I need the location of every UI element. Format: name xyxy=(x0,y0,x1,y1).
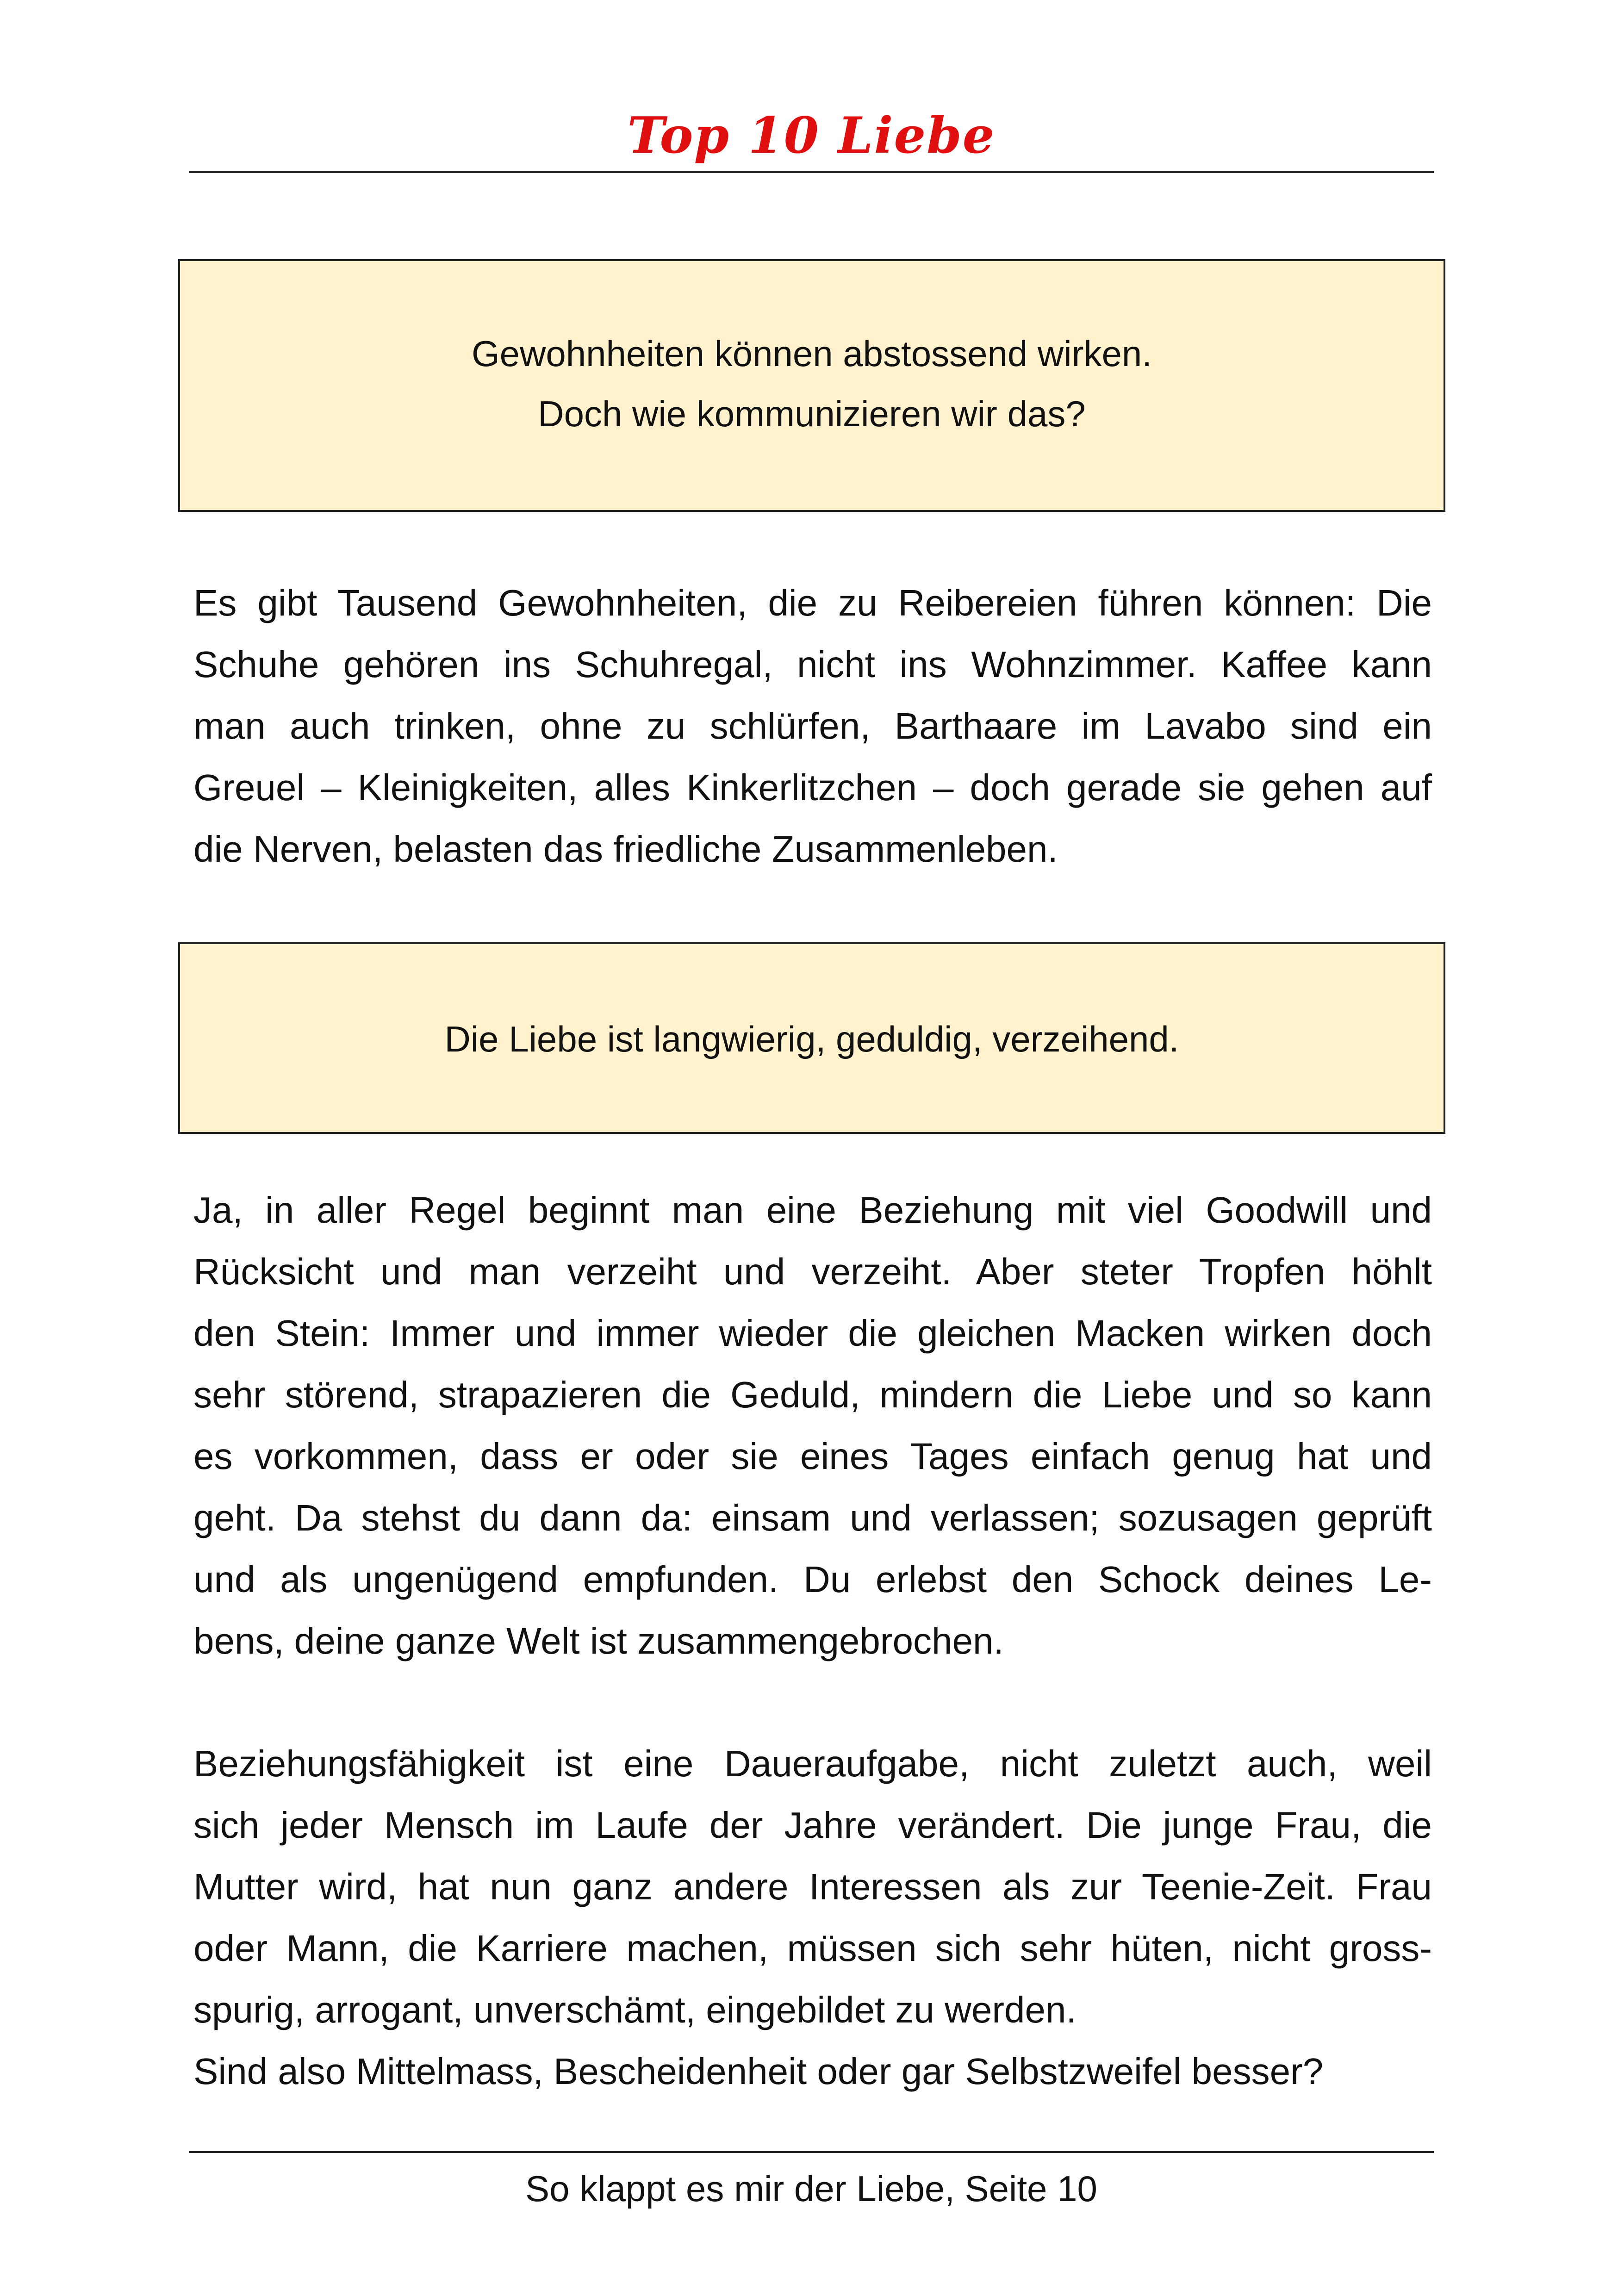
paragraph-line: die Nerven, belasten das friedliche Zusammenleben. xyxy=(193,828,1058,870)
paragraph-line: und als ungenügend empfunden. Du erlebst den Schock deines Le- xyxy=(193,1559,1432,1600)
paragraph-line: Es gibt Tausend Gewohnheiten, die zu Reibereien führen können: Die xyxy=(193,582,1432,623)
paragraph-ability xyxy=(193,1733,1432,2102)
page-title: Top 10 Liebe xyxy=(627,106,996,165)
callout-line: Gewohnheiten können abstossend wirken. xyxy=(472,333,1152,374)
header-divider xyxy=(189,171,1434,173)
paragraph-line: Rücksicht und man verzeiht und verzeiht. Aber steter Tropfen höhlt xyxy=(193,1251,1432,1292)
paragraph-relationship xyxy=(193,1179,1432,1672)
paragraph-line: sehr störend, strapazieren die Geduld, mindern die Liebe und so kann xyxy=(193,1374,1432,1415)
paragraph-line: geht. Da stehst du dann da: einsam und verlassen; sozusagen geprüft xyxy=(193,1497,1432,1538)
paragraph-line: den Stein: Immer und immer wieder die gleichen Macken wirken doch xyxy=(193,1313,1432,1354)
paragraph-line: bens, deine ganze Welt ist zusammengebrochen. xyxy=(193,1620,1004,1661)
paragraph-line: Sind also Mittelmass, Bescheidenheit oder gar Selbstzweifel besser? xyxy=(193,2051,1324,2092)
paragraph-line: spurig, arrogant, unverschämt, eingebildet zu werden. xyxy=(193,1989,1077,2030)
callout-box-habits xyxy=(178,259,1445,512)
paragraph-line: man auch trinken, ohne zu schlürfen, Barthaare im Lavabo sind ein xyxy=(193,705,1432,747)
callout-box-love xyxy=(178,942,1445,1134)
paragraph-habits xyxy=(193,572,1432,880)
callout-line: Doch wie kommunizieren wir das? xyxy=(538,393,1086,434)
callout-line: Die Liebe ist langwierig, geduldig, verzeihend. xyxy=(444,1019,1179,1059)
paragraph-line: Mutter wird, hat nun ganz andere Interessen als zur Teenie-Zeit. Frau xyxy=(193,1866,1432,1907)
paragraph-line: Greuel – Kleinigkeiten, alles Kinkerlitzchen – doch gerade sie gehen auf xyxy=(193,767,1432,808)
paragraph-line: oder Mann, die Karriere machen, müssen sich sehr hüten, nicht gross- xyxy=(193,1928,1432,1969)
paragraph-line: sich jeder Mensch im Laufe der Jahre verändert. Die junge Frau, die xyxy=(193,1804,1432,1846)
footer-divider xyxy=(189,2151,1434,2153)
paragraph-line: es vorkommen, dass er oder sie eines Tages einfach genug hat und xyxy=(193,1436,1432,1477)
paragraph-line: Beziehungsfähigkeit ist eine Daueraufgabe, nicht zuletzt auch, weil xyxy=(193,1743,1432,1784)
paragraph-line: Schuhe gehören ins Schuhregal, nicht ins Wohnzimmer. Kaffee kann xyxy=(193,644,1432,685)
page-footer: So klappt es mir der Liebe, Seite 10 xyxy=(525,2168,1097,2209)
paragraph-line: Ja, in aller Regel beginnt man eine Beziehung mit viel Goodwill und xyxy=(193,1189,1432,1231)
